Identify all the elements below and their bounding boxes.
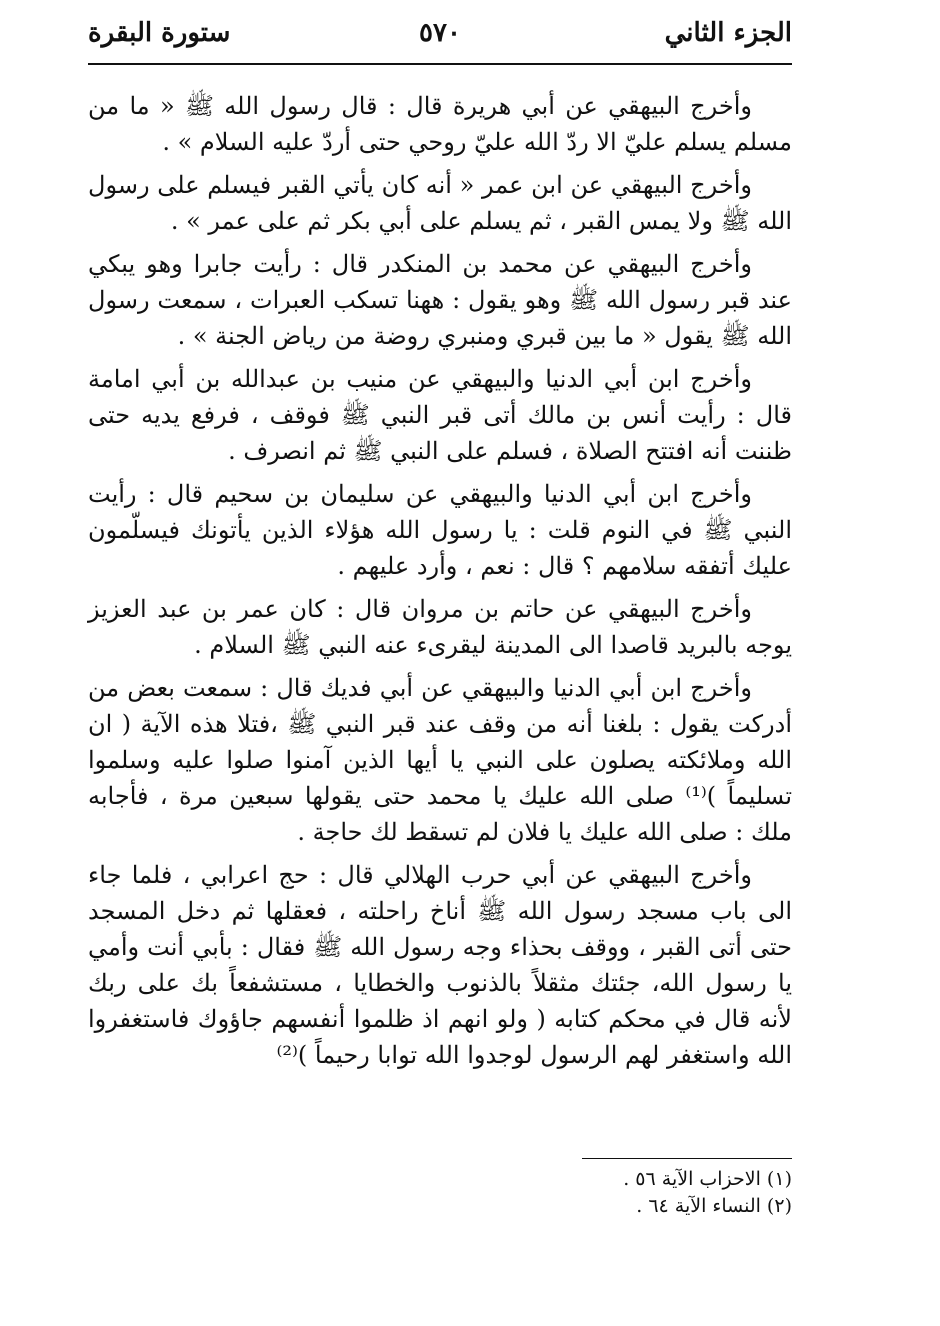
paragraph: وأخرج ابن أبي الدنيا والبيهقي عن أبي فديك قال : سمعت بعض من أدركت يقول : بلغنا أنه من وقف عند قبر النبي ﷺ ،فتلا هذه الآية ( ان الله وملائكته يصلون على النبي يا أيها الذين آمنوا صلوا عليه وسلموا تسليماً )⁽¹⁾ صلى الله عليك يا محمد حتى يقولها سبعين مرة ، فأجابه ملك : صلى الله عليك يا فلان لم تسقط لك حاجة . xyxy=(88,674,792,846)
page-number: ٥٧٠ xyxy=(419,18,461,48)
page-header xyxy=(88,6,792,62)
paragraph: وأخرج ابن أبي الدنيا والبيهقي عن سليمان بن سحيم قال : رأيت النبي ﷺ في النوم قلت : يا رسول الله هؤلاء الذين يأتونك فيسلّمون عليك أتفقه سلامهم ؟ قال : نعم ، وأرد عليهم . xyxy=(88,480,792,580)
paragraph: وأخرج البيهقي عن محمد بن المنكدر قال : رأيت جابرا وهو يبكي عند قبر رسول الله ﷺ وهو يقول : ههنا تسكب العبرات ، سمعت رسول الله ﷺ يقول « ما بين قبري ومنبري روضة من رياض الجنة » . xyxy=(88,250,792,350)
footnote-divider xyxy=(582,1158,792,1159)
surah-title: ستورة البقرة xyxy=(88,18,231,48)
footnote: (٢) النساء الآية ٦٤ . xyxy=(636,1195,792,1217)
part-title: الجزء الثاني xyxy=(664,18,792,48)
paragraph: وأخرج البيهقي عن حاتم بن مروان قال : كان عمر بن عبد العزيز يوجه بالبريد قاصدا الى المدينة ليقرىء عنه النبي ﷺ السلام . xyxy=(88,595,792,659)
paragraph: وأخرج البيهقي عن أبي هريرة قال : قال رسول الله ﷺ « ما من مسلم يسلم عليّ الا ردّ الله عليّ روحي حتى أردّ عليه السلام » . xyxy=(88,92,792,156)
paragraph: وأخرج البيهقي عن أبي حرب الهلالي قال : حج اعرابي ، فلما جاء الى باب مسجد رسول الله ﷺ أناخ راحلته ، فعقلها ثم دخل المسجد حتى أتى القبر ، ووقف بحذاء وجه رسول الله ﷺ فقال : بأبي أنت وأمي يا رسول الله، جئتك مثقلاً بالذنوب والخطايا ، مستشفعاً بك على ربك لأنه قال في محكم كتابه ( ولو انهم اذ ظلموا أنفسهم جاؤوك فاستغفروا الله واستغفر لهم الرسول لوجدوا الله توابا رحيماً )⁽²⁾ xyxy=(88,861,792,1069)
paragraph: وأخرج ابن أبي الدنيا والبيهقي عن منيب بن عبدالله بن أبي امامة قال : رأيت أنس بن مالك أتى قبر النبي ﷺ فوقف ، فرفع يديه حتى ظننت أنه افتتح الصلاة ، فسلم على النبي ﷺ ثم انصرف . xyxy=(88,365,792,465)
footnote: (١) الاحزاب الآية ٥٦ . xyxy=(623,1168,792,1190)
main-text xyxy=(88,88,792,1080)
paragraph: وأخرج البيهقي عن ابن عمر « أنه كان يأتي القبر فيسلم على رسول الله ﷺ ولا يمس القبر ، ثم يسلم على أبي بكر ثم على عمر » . xyxy=(88,171,792,235)
header-divider xyxy=(88,63,792,65)
footnotes xyxy=(88,1166,792,1220)
